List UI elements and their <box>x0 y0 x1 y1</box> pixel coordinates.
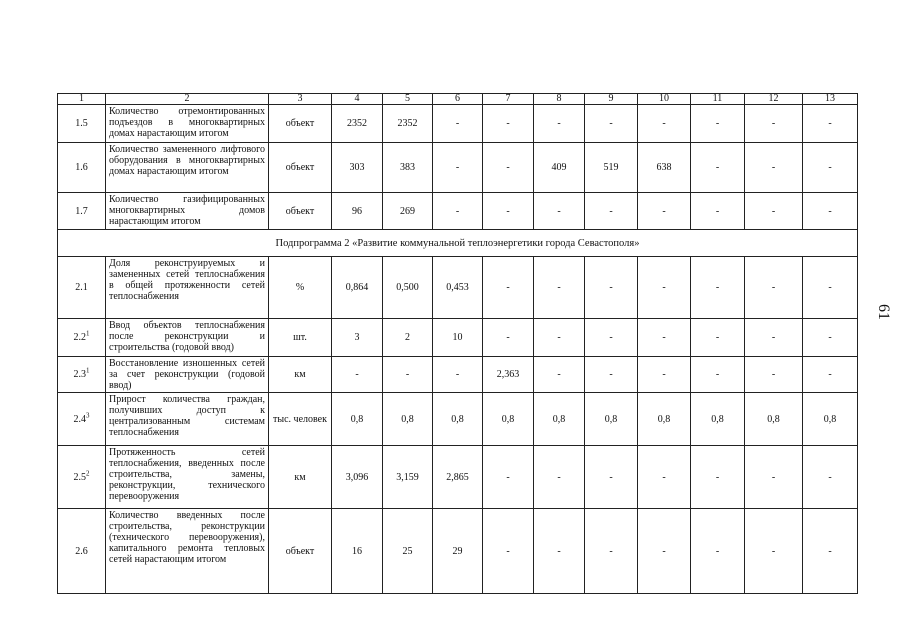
value-cell: - <box>691 357 745 393</box>
value-cell: - <box>691 193 745 230</box>
value-cell: 25 <box>383 509 433 594</box>
value-cell: 0,8 <box>585 393 638 446</box>
col-header: 10 <box>638 94 691 105</box>
col-header: 3 <box>269 94 332 105</box>
value-cell: - <box>803 193 858 230</box>
indicators-table <box>57 93 858 594</box>
value-cell: - <box>483 257 534 319</box>
value-cell: 383 <box>383 143 433 193</box>
value-cell: - <box>585 509 638 594</box>
value-cell: - <box>383 357 433 393</box>
value-cell: 0,500 <box>383 257 433 319</box>
table-row <box>58 319 858 357</box>
row-number-text: 1.6 <box>75 162 88 173</box>
row-number-text: 2.1 <box>75 282 88 293</box>
col-header: 12 <box>745 94 803 105</box>
value-cell: - <box>534 357 585 393</box>
row-number-text: 2.2 <box>73 332 86 343</box>
value-cell: 638 <box>638 143 691 193</box>
footnote-mark: 2 <box>86 469 90 478</box>
value-cell: - <box>745 319 803 357</box>
value-cell: 0,8 <box>534 393 585 446</box>
row-number <box>58 143 106 193</box>
value-cell: - <box>433 143 483 193</box>
col-header: 4 <box>332 94 383 105</box>
unit-cell: объект <box>269 193 332 230</box>
footnote-mark: 1 <box>86 329 90 338</box>
value-cell: - <box>638 357 691 393</box>
table-row <box>58 446 858 509</box>
col-header: 1 <box>58 94 106 105</box>
col-header: 5 <box>383 94 433 105</box>
table-row <box>58 257 858 319</box>
value-cell: - <box>745 105 803 143</box>
value-cell: - <box>638 193 691 230</box>
value-cell: - <box>691 143 745 193</box>
indicator-name: Восстановление изношенных сетей за счет реконструкции (годовой ввод) <box>106 357 269 393</box>
value-cell: 2 <box>383 319 433 357</box>
footnote-mark: 3 <box>86 411 90 420</box>
unit-cell: % <box>269 257 332 319</box>
value-cell: 409 <box>534 143 585 193</box>
value-cell: 2352 <box>383 105 433 143</box>
value-cell: - <box>585 257 638 319</box>
col-header: 11 <box>691 94 745 105</box>
unit-cell: км <box>269 446 332 509</box>
value-cell: - <box>534 319 585 357</box>
value-cell: - <box>534 509 585 594</box>
value-cell: - <box>585 446 638 509</box>
value-cell: - <box>483 509 534 594</box>
row-number-text: 1.5 <box>75 118 88 129</box>
col-header: 8 <box>534 94 585 105</box>
row-number <box>58 446 106 509</box>
row-number <box>58 509 106 594</box>
value-cell: 96 <box>332 193 383 230</box>
value-cell: - <box>585 357 638 393</box>
value-cell: - <box>803 446 858 509</box>
value-cell: - <box>638 257 691 319</box>
value-cell: - <box>691 257 745 319</box>
value-cell: 0,8 <box>433 393 483 446</box>
table-row <box>58 357 858 393</box>
page-number: 61 <box>875 304 892 320</box>
value-cell: - <box>332 357 383 393</box>
value-cell: 269 <box>383 193 433 230</box>
col-header: 13 <box>803 94 858 105</box>
value-cell: 0,8 <box>483 393 534 446</box>
indicator-name: Количество введенных после строительства, реконструкции (технического перевооружения), капитального ремонта тепловых сетей нарастающим итогом <box>106 509 269 594</box>
unit-cell: объект <box>269 105 332 143</box>
value-cell: - <box>803 105 858 143</box>
row-number-text: 2.6 <box>75 545 88 557</box>
value-cell: - <box>803 143 858 193</box>
unit-cell: объект <box>269 509 332 594</box>
value-cell: - <box>534 193 585 230</box>
value-cell: 0,8 <box>638 393 691 446</box>
value-cell: 303 <box>332 143 383 193</box>
value-cell: 0,453 <box>433 257 483 319</box>
value-cell: - <box>585 319 638 357</box>
value-cell: 3 <box>332 319 383 357</box>
value-cell: - <box>638 105 691 143</box>
value-cell: - <box>803 257 858 319</box>
header-row <box>58 94 858 105</box>
value-cell: - <box>745 193 803 230</box>
table-row <box>58 105 858 143</box>
subprogram-title: Подпрограмма 2 «Развитие коммунальной теплоэнергетики города Севастополя» <box>58 230 858 257</box>
indicator-name: Протяженность сетей теплоснабжения, введенных после строительства, замены, реконструкции, технического перевооружения <box>106 446 269 509</box>
indicator-name: Ввод объектов теплоснабжения после реконструкции и строительства (годовой ввод) <box>106 319 269 357</box>
value-cell: - <box>745 143 803 193</box>
value-cell: - <box>691 105 745 143</box>
unit-cell: км <box>269 357 332 393</box>
value-cell: - <box>745 446 803 509</box>
row-number <box>58 357 106 393</box>
table-row <box>58 143 858 193</box>
value-cell: - <box>483 193 534 230</box>
value-cell: 0,8 <box>383 393 433 446</box>
footnote-mark: 1 <box>86 366 90 375</box>
table-row <box>58 393 858 446</box>
value-cell: - <box>534 257 585 319</box>
value-cell: - <box>585 193 638 230</box>
indicator-name: Количество отремонтированных подъездов в многоквартирных домах нарастающим итогом <box>106 105 269 143</box>
value-cell: - <box>691 446 745 509</box>
table-row <box>58 509 858 594</box>
value-cell: - <box>483 143 534 193</box>
value-cell: - <box>638 446 691 509</box>
indicator-name: Прирост количества граждан, получивших доступ к централизованным системам теплоснабжения <box>106 393 269 446</box>
row-number-text: 2.4 <box>73 413 86 425</box>
value-cell: 0,8 <box>691 393 745 446</box>
value-cell: 0,8 <box>332 393 383 446</box>
row-number <box>58 393 106 446</box>
value-cell: - <box>534 446 585 509</box>
value-cell: 0,864 <box>332 257 383 319</box>
col-header: 6 <box>433 94 483 105</box>
value-cell: 3,096 <box>332 446 383 509</box>
value-cell: - <box>638 319 691 357</box>
indicator-name: Количество газифицированных многоквартирных домов нарастающим итогом <box>106 193 269 230</box>
value-cell: - <box>803 509 858 594</box>
value-cell: - <box>534 105 585 143</box>
col-header: 2 <box>106 94 269 105</box>
value-cell: - <box>745 257 803 319</box>
value-cell: - <box>691 509 745 594</box>
value-cell: 0,8 <box>803 393 858 446</box>
value-cell: 16 <box>332 509 383 594</box>
value-cell: - <box>803 319 858 357</box>
row-number-text: 2.5 <box>73 471 86 483</box>
value-cell: - <box>803 357 858 393</box>
value-cell: - <box>433 357 483 393</box>
indicator-name: Количество замененного лифтового оборудования в многоквартирных домах нарастающим итогом <box>106 143 269 193</box>
value-cell: - <box>745 357 803 393</box>
value-cell: 10 <box>433 319 483 357</box>
value-cell: - <box>745 509 803 594</box>
row-number-text: 2.3 <box>73 369 86 380</box>
value-cell: 2,865 <box>433 446 483 509</box>
value-cell: 3,159 <box>383 446 433 509</box>
unit-cell: тыс. человек <box>269 393 332 446</box>
value-cell: - <box>483 446 534 509</box>
value-cell: - <box>483 319 534 357</box>
subprogram-row <box>58 230 858 257</box>
row-number <box>58 105 106 143</box>
unit-cell: объект <box>269 143 332 193</box>
value-cell: 2,363 <box>483 357 534 393</box>
value-cell: - <box>638 509 691 594</box>
unit-cell: шт. <box>269 319 332 357</box>
col-header: 7 <box>483 94 534 105</box>
table-row <box>58 193 858 230</box>
value-cell: 0,8 <box>745 393 803 446</box>
row-number-text: 1.7 <box>75 205 88 217</box>
value-cell: - <box>483 105 534 143</box>
indicator-name: Доля реконструируемых и замененных сетей теплоснабжения в общей протяженности сетей теплоснабжения <box>106 257 269 319</box>
value-cell: 2352 <box>332 105 383 143</box>
col-header: 9 <box>585 94 638 105</box>
row-number <box>58 319 106 357</box>
row-number <box>58 257 106 319</box>
row-number <box>58 193 106 230</box>
value-cell: - <box>433 105 483 143</box>
value-cell: - <box>691 319 745 357</box>
value-cell: - <box>585 105 638 143</box>
value-cell: 29 <box>433 509 483 594</box>
value-cell: 519 <box>585 143 638 193</box>
value-cell: - <box>433 193 483 230</box>
